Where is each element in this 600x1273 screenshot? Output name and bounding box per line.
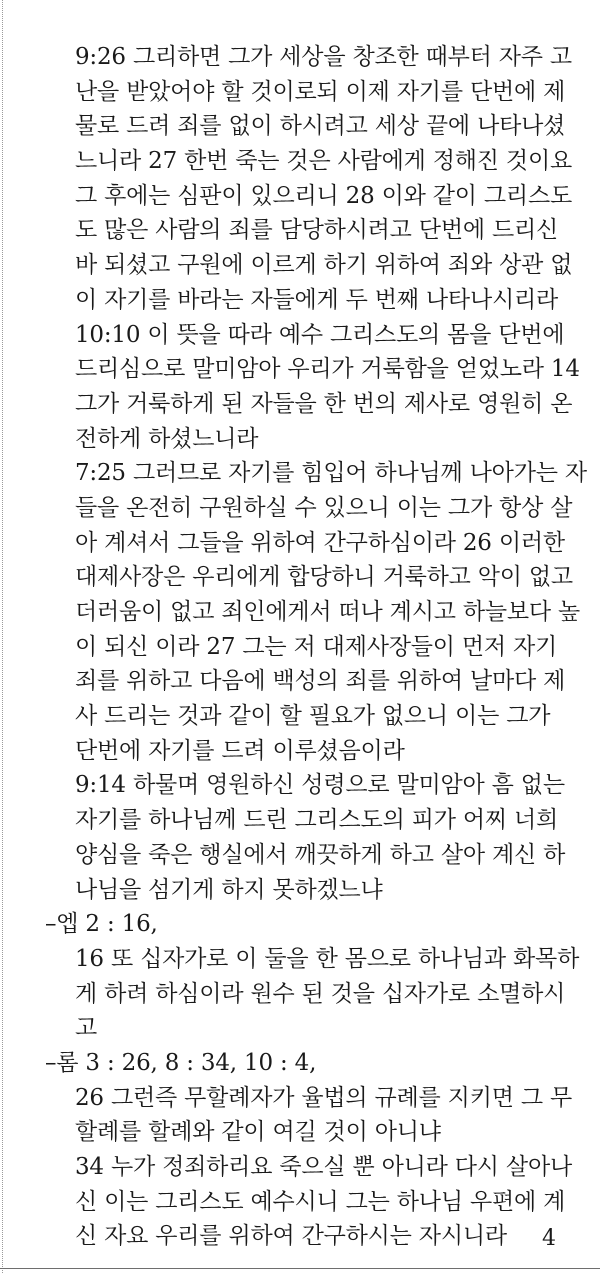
text-line: 자기를 하나님께 드린 그리스도의 피가 어찌 너희 xyxy=(75,807,559,834)
text-line: 도 많은 사람의 죄를 담당하시려고 단번에 드리신 xyxy=(75,217,559,244)
text-line: 이 자기를 바라는 자들에게 두 번째 나타나시리라 xyxy=(75,286,559,313)
text-line: 양심을 죽은 행실에서 깨끗하게 하고 살아 계신 하 xyxy=(75,841,566,868)
text-line: 16 또 십자가로 이 둘을 한 몸으로 하나님과 화목하 xyxy=(75,945,580,972)
text-line: 그 후에는 심판이 있으리니 28 이와 같이 그리스도 xyxy=(75,182,572,209)
reference-line: –롬 3 : 26, 8 : 34, 10 : 4, xyxy=(45,1049,317,1076)
text-line: 단번에 자기를 드려 이루셨음이라 xyxy=(75,737,405,764)
text-line: 고 xyxy=(75,1015,98,1042)
text-line: 나님을 섬기게 하지 못하겠느냐 xyxy=(75,876,383,903)
text-line: 34 누가 정죄하리요 죽으실 뿐 아니라 다시 살아나 xyxy=(75,1154,572,1180)
text-line: 할례를 할례와 같이 여길 것이 아니냐 xyxy=(75,1119,441,1146)
text-line: 26 그런즉 무할례자가 율법의 규례를 지키면 그 무 xyxy=(75,1084,572,1111)
scripture-text xyxy=(0,40,600,1254)
text-line: 죄를 위하고 다음에 백성의 죄를 위하여 날마다 제 xyxy=(75,668,566,695)
text-line: 대제사장은 우리에게 합당하니 거룩하고 악이 없고 xyxy=(75,564,573,591)
text-line: 드리심으로 말미암아 우리가 거룩함을 얻었노라 14 xyxy=(75,356,580,383)
text-line: 들을 온전히 구원하실 수 있으니 이는 그가 항상 살 xyxy=(75,494,573,521)
text-line: 10:10 이 뜻을 따라 예수 그리스도의 몸을 단번에 xyxy=(75,321,565,348)
reference-line: –엡 2 : 16, xyxy=(45,911,158,938)
text-line: 게 하려 하심이라 원수 된 것을 십자가로 소멸하시 xyxy=(75,980,566,1007)
text-line: 그가 거룩하게 된 자들을 한 번의 제사로 영원히 온 xyxy=(75,390,573,417)
text-line: 느니라 27 한번 죽는 것은 사람에게 정해진 것이요 xyxy=(75,148,572,175)
text-line: 아 계셔서 그들을 위하여 간구하심이라 26 이러한 xyxy=(75,529,565,556)
text-line: 9:14 하물며 영원하신 성령으로 말미암아 흠 없는 xyxy=(75,772,565,799)
text-line: 7:25 그러므로 자기를 힘입어 하나님께 나아가는 자 xyxy=(75,460,587,487)
bottom-page-edge xyxy=(0,1268,600,1269)
page-number: 4 xyxy=(542,1226,556,1251)
text-line: 9:26 그리하면 그가 세상을 창조한 때부터 자주 고 xyxy=(75,44,572,70)
text-line: 물로 드려 죄를 없이 하시려고 세상 끝에 나타나셨 xyxy=(75,113,566,140)
text-line: 더러움이 없고 죄인에게서 떠나 계시고 하늘보다 높 xyxy=(75,599,581,625)
text-line: 신 이는 그리스도 예수시니 그는 하나님 우편에 계 xyxy=(75,1188,566,1215)
text-line: 이 되신 이라 27 그는 저 대제사장들이 먼저 자기 xyxy=(75,633,558,660)
text-line: 신 자요 우리를 위하여 간구하시는 자시니라 xyxy=(75,1223,507,1250)
text-line: 난을 받았어야 할 것이로되 이제 자기를 단번에 제 xyxy=(75,78,566,105)
text-line: 전하게 하셨느니라 xyxy=(75,425,259,452)
text-line: 바 되셨고 구원에 이르게 하기 위하여 죄와 상관 없 xyxy=(75,252,573,279)
text-line: 사 드리는 것과 같이 할 필요가 없으니 이는 그가 xyxy=(75,703,551,730)
